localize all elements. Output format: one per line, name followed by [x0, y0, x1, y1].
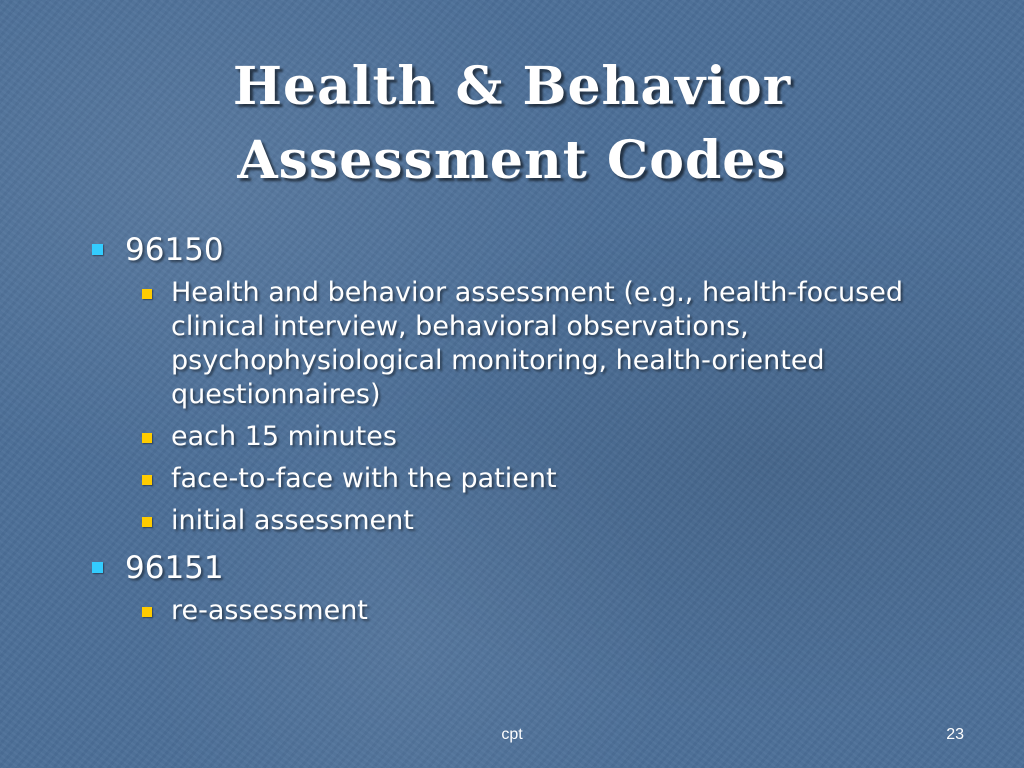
sub-bullet-item — [88, 420, 928, 454]
slide-title-line-1: Health & Behavior — [232, 56, 792, 117]
square-bullet-icon — [92, 562, 103, 573]
bullet-label: 96151 — [125, 550, 224, 586]
sub-bullet-item — [88, 462, 928, 496]
bullet-item-96151 — [88, 546, 928, 590]
square-bullet-icon — [142, 607, 152, 617]
square-bullet-icon — [142, 433, 152, 443]
slide-content — [88, 228, 928, 636]
square-bullet-icon — [142, 517, 152, 527]
sub-bullet-text: re-assessment — [171, 595, 368, 626]
sub-bullet-text: initial assessment — [171, 505, 414, 536]
sublist-96150 — [88, 276, 928, 538]
slide-number: 23 — [946, 726, 964, 743]
sub-bullet-text: Health and behavior assessment (e.g., health-focused clinical interview, behavioral observations, psychophysiological monitoring, health-oriented questionnaires) — [171, 277, 903, 410]
square-bullet-icon — [142, 289, 152, 299]
footer-text: cpt — [501, 726, 523, 743]
square-bullet-icon — [92, 244, 103, 255]
slide-title-line-2: Assessment Codes — [237, 130, 787, 191]
sub-bullet-item — [88, 594, 928, 628]
sub-bullet-text: face-to-face with the patient — [171, 463, 557, 494]
square-bullet-icon — [142, 475, 152, 485]
sub-bullet-item — [88, 276, 928, 412]
sublist-96151 — [88, 594, 928, 628]
slide-title — [60, 50, 964, 198]
sub-bullet-item — [88, 504, 928, 538]
sub-bullet-text: each 15 minutes — [171, 421, 397, 452]
bullet-label: 96150 — [125, 232, 224, 268]
bullet-item-96150 — [88, 228, 928, 272]
